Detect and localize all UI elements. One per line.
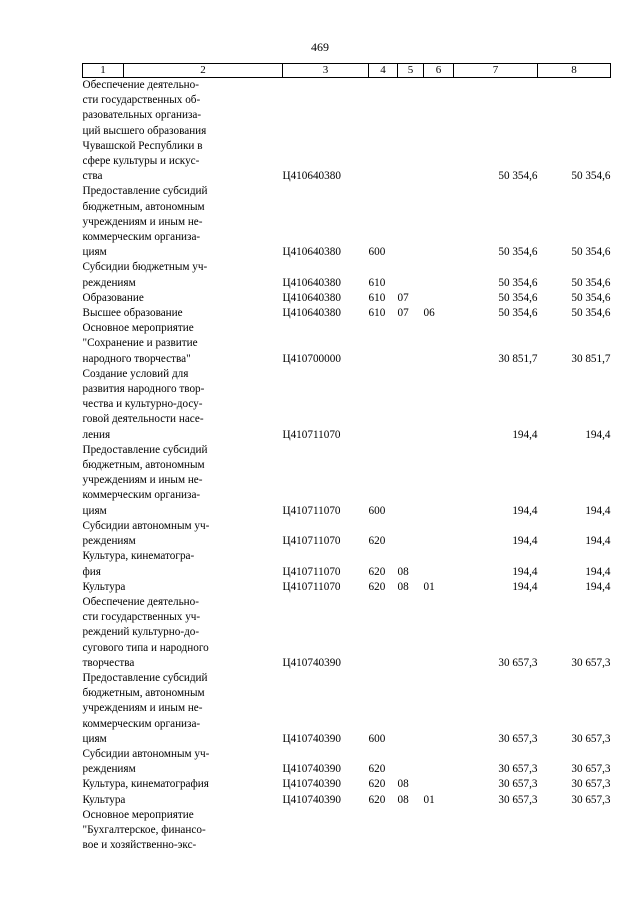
- row-subsection-cell: [424, 777, 454, 792]
- row-expense-type-cell: 610: [368, 291, 386, 304]
- row-name-line: коммерческим организа-: [82, 717, 201, 730]
- table-row: [83, 777, 611, 792]
- row-code-cell: Ц410640380: [282, 276, 341, 289]
- row-amount-col7-cell: 194,4: [512, 428, 538, 441]
- row-name-cell: [83, 808, 283, 854]
- row-amount-col7-cell: 30 657,3: [498, 793, 538, 806]
- row-name-line: творчества: [82, 656, 135, 669]
- row-expense-type-cell: [369, 808, 398, 854]
- row-name-line: циям: [82, 732, 107, 745]
- row-code-cell: Ц410700000: [282, 352, 341, 365]
- row-section-cell: 08: [397, 565, 409, 578]
- row-section-cell: [398, 260, 424, 290]
- table-row: [83, 671, 611, 747]
- row-subsection-cell: [424, 260, 454, 290]
- row-subsection-cell: 06: [423, 307, 435, 320]
- row-name-cell: [83, 291, 283, 306]
- row-section-cell: 07: [397, 291, 409, 304]
- row-expense-type-cell: 620: [368, 535, 386, 548]
- table-header-row: [83, 64, 611, 78]
- row-expense-type-cell: [369, 78, 398, 185]
- row-code-cell: [283, 808, 369, 854]
- row-code-cell: Ц410740390: [282, 732, 341, 745]
- row-section-cell: 08: [397, 580, 409, 593]
- row-expense-type-cell: 620: [368, 565, 386, 578]
- row-name-line: говой деятельности насе-: [82, 413, 204, 426]
- row-name-line: сфере культуры и искус-: [82, 155, 200, 168]
- row-amount-col7-cell: 50 354,6: [498, 307, 538, 320]
- row-name-line: реждениям: [82, 535, 136, 548]
- header-col-4: 4: [369, 64, 398, 78]
- row-section-cell: [398, 78, 424, 185]
- row-name-line: "Бухгалтерское, финансо-: [82, 823, 206, 836]
- table-row: [83, 549, 611, 579]
- row-section-cell: [398, 808, 424, 854]
- row-name-line: сти государственных об-: [82, 94, 201, 107]
- row-subsection-cell: [424, 443, 454, 519]
- row-name-line: Культура, кинематогра-: [82, 550, 195, 563]
- row-name-cell: [83, 184, 283, 260]
- row-code-cell: Ц410640380: [282, 291, 341, 304]
- row-amount-col8-cell: [538, 808, 611, 854]
- row-amount-col7-cell: 194,4: [512, 504, 538, 517]
- row-name-line: развития народного твор-: [82, 383, 205, 396]
- row-amount-col8-cell: 50 354,6: [571, 170, 611, 183]
- row-amount-col8-cell: 30 851,7: [571, 352, 611, 365]
- row-section-cell: [398, 184, 424, 260]
- row-code-cell: Ц410711070: [282, 504, 341, 517]
- row-amount-col7-cell: 50 354,6: [498, 246, 538, 259]
- row-name-line: бюджетным, автономным: [82, 687, 205, 700]
- row-section-cell: [398, 747, 424, 777]
- row-name-line: народного творчества": [82, 352, 191, 365]
- row-subsection-cell: 01: [423, 580, 435, 593]
- row-name-line: разовательных организа-: [82, 109, 202, 122]
- table-row: [83, 260, 611, 290]
- row-subsection-cell: [424, 291, 454, 306]
- row-amount-col7-cell: 194,4: [512, 535, 538, 548]
- row-expense-type-cell: [369, 595, 398, 671]
- row-name-line: фия: [82, 565, 101, 578]
- row-name-cell: [83, 777, 283, 792]
- row-section-cell: [398, 321, 424, 367]
- row-expense-type-cell: 600: [368, 732, 386, 745]
- row-amount-col7-cell: 194,4: [512, 565, 538, 578]
- row-amount-col8-cell: 30 657,3: [571, 793, 611, 806]
- table-row: [83, 808, 611, 854]
- row-name-line: коммерческим организа-: [82, 489, 201, 502]
- row-amount-col7-cell: 194,4: [512, 580, 538, 593]
- row-amount-col8-cell: 194,4: [585, 504, 611, 517]
- row-subsection-cell: [424, 367, 454, 443]
- row-subsection-cell: [424, 671, 454, 747]
- row-section-cell: [398, 367, 424, 443]
- row-section-cell: [398, 443, 424, 519]
- row-section-cell: [398, 595, 424, 671]
- row-amount-col7-cell: 30 657,3: [498, 732, 538, 745]
- row-name-line: Предоставление субсидий: [82, 185, 208, 198]
- header-col-1: 1: [83, 64, 124, 78]
- row-name-line: бюджетным, автономным: [82, 459, 205, 472]
- table-row: [83, 747, 611, 777]
- table-row: [83, 291, 611, 306]
- row-section-cell: 08: [397, 793, 409, 806]
- row-subsection-cell: [424, 808, 454, 854]
- row-name-line: Основное мероприятие: [82, 808, 194, 821]
- header-col-8: 8: [538, 64, 611, 78]
- row-amount-col8-cell: 50 354,6: [571, 276, 611, 289]
- row-expense-type-cell: 610: [368, 307, 386, 320]
- row-name-line: реждениям: [82, 763, 136, 776]
- row-name-line: циям: [82, 246, 107, 259]
- row-code-cell: Ц410711070: [282, 565, 341, 578]
- row-amount-col8-cell: 194,4: [585, 535, 611, 548]
- row-amount-col8-cell: 30 657,3: [571, 732, 611, 745]
- header-col-3: 3: [283, 64, 369, 78]
- row-amount-col7-cell: 30 657,3: [498, 763, 538, 776]
- row-name-line: Образование: [82, 291, 144, 304]
- row-name-line: Субсидии автономным уч-: [82, 747, 210, 760]
- row-subsection-cell: [424, 519, 454, 549]
- row-amount-col7-cell: 30 657,3: [498, 656, 538, 669]
- row-code-cell: Ц410711070: [282, 535, 341, 548]
- row-code-cell: Ц410740390: [282, 778, 341, 791]
- table-row: [83, 184, 611, 260]
- row-code-cell: Ц410740390: [282, 656, 341, 669]
- row-code-cell: Ц410711070: [282, 580, 341, 593]
- row-amount-col7-cell: 30 851,7: [498, 352, 538, 365]
- row-expense-type-cell: 600: [368, 246, 386, 259]
- table-row: [83, 793, 611, 808]
- row-name-line: ства: [82, 170, 103, 183]
- row-name-line: реждений культурно-до-: [82, 626, 200, 639]
- row-name-line: учреждениям и иным не-: [82, 702, 203, 715]
- header-col-6: 6: [424, 64, 454, 78]
- row-amount-col8-cell: 50 354,6: [571, 291, 611, 304]
- page-number: 469: [311, 40, 329, 54]
- row-name-line: реждениям: [82, 276, 136, 289]
- row-section-cell: [398, 519, 424, 549]
- row-subsection-cell: [424, 184, 454, 260]
- header-col-2: 2: [124, 64, 283, 78]
- row-expense-type-cell: [369, 321, 398, 367]
- row-amount-col8-cell: 30 657,3: [571, 656, 611, 669]
- row-section-cell: [398, 671, 424, 747]
- row-amount-col8-cell: 50 354,6: [571, 246, 611, 259]
- row-amount-col8-cell: 194,4: [585, 580, 611, 593]
- row-name-line: ций высшего образования: [82, 124, 207, 137]
- header-col-7: 7: [454, 64, 538, 78]
- row-code-cell: Ц410640380: [282, 307, 341, 320]
- row-section-cell: 08: [397, 778, 409, 791]
- table-row: [83, 443, 611, 519]
- row-name-line: Культура: [82, 793, 126, 806]
- table-row: [83, 78, 611, 185]
- row-amount-col7-cell: 50 354,6: [498, 291, 538, 304]
- row-name-line: Субсидии автономным уч-: [82, 519, 210, 532]
- row-section-cell: 07: [397, 307, 409, 320]
- row-name-line: Культура, кинематография: [82, 778, 209, 791]
- row-name-cell: [83, 78, 283, 185]
- row-name-cell: [83, 443, 283, 519]
- row-name-line: ления: [82, 428, 111, 441]
- row-name-line: Высшее образование: [82, 307, 183, 320]
- row-name-line: коммерческим организа-: [82, 231, 201, 244]
- row-name-line: Обеспечение деятельно-: [82, 79, 199, 91]
- row-expense-type-cell: 620: [368, 793, 386, 806]
- row-code-cell: Ц410740390: [282, 793, 341, 806]
- row-name-line: Основное мероприятие: [82, 322, 194, 335]
- row-name-cell: [83, 793, 283, 808]
- row-code-cell: Ц410640380: [282, 170, 341, 183]
- row-name-line: Предоставление субсидий: [82, 443, 208, 456]
- row-expense-type-cell: 620: [368, 778, 386, 791]
- row-name-cell: [83, 306, 283, 321]
- table-row: [83, 595, 611, 671]
- row-name-line: Культура: [82, 580, 126, 593]
- table-row: [83, 306, 611, 321]
- row-name-line: циям: [82, 504, 107, 517]
- row-name-line: "Сохранение и развитие: [82, 337, 198, 350]
- row-name-cell: [83, 321, 283, 367]
- row-name-cell: [83, 580, 283, 595]
- table-row: [83, 321, 611, 367]
- row-expense-type-cell: [369, 367, 398, 443]
- row-name-cell: [83, 519, 283, 549]
- row-subsection-cell: [424, 321, 454, 367]
- row-name-line: Создание условий для: [82, 367, 189, 380]
- row-code-cell: Ц410640380: [282, 246, 341, 259]
- row-name-line: Предоставление субсидий: [82, 671, 208, 684]
- row-subsection-cell: [424, 549, 454, 579]
- table-row: [83, 580, 611, 595]
- row-name-line: сугового типа и народного: [82, 641, 209, 654]
- row-name-cell: [83, 595, 283, 671]
- row-name-cell: [83, 367, 283, 443]
- row-name-line: сти государственных уч-: [82, 611, 201, 624]
- row-expense-type-cell: 610: [368, 276, 386, 289]
- table-row: [83, 367, 611, 443]
- row-name-line: чества и культурно-досу-: [82, 398, 203, 411]
- row-name-line: учреждениям и иным не-: [82, 215, 203, 228]
- table-body: [83, 78, 611, 854]
- row-expense-type-cell: 600: [368, 504, 386, 517]
- row-subsection-cell: [424, 747, 454, 777]
- row-code-cell: Ц410711070: [282, 428, 341, 441]
- row-name-cell: [83, 549, 283, 579]
- row-code-cell: Ц410740390: [282, 763, 341, 776]
- row-amount-col8-cell: 30 657,3: [571, 763, 611, 776]
- row-amount-col7-cell: 30 657,3: [498, 778, 538, 791]
- row-expense-type-cell: 620: [368, 580, 386, 593]
- row-amount-col7-cell: [454, 808, 538, 854]
- row-name-line: Субсидии бюджетным уч-: [82, 261, 208, 274]
- row-subsection-cell: [424, 595, 454, 671]
- row-amount-col8-cell: 30 657,3: [571, 778, 611, 791]
- row-amount-col8-cell: 194,4: [585, 565, 611, 578]
- row-name-line: вое и хозяйственно-экс-: [82, 839, 197, 852]
- row-name-line: Чувашской Республики в: [82, 139, 203, 152]
- row-name-cell: [83, 260, 283, 290]
- row-name-cell: [83, 747, 283, 777]
- header-col-5: 5: [398, 64, 424, 78]
- row-amount-col8-cell: 194,4: [585, 428, 611, 441]
- row-amount-col7-cell: 50 354,6: [498, 276, 538, 289]
- budget-table: [82, 63, 611, 853]
- row-subsection-cell: 01: [423, 793, 435, 806]
- table-row: [83, 519, 611, 549]
- row-amount-col8-cell: 50 354,6: [571, 307, 611, 320]
- row-expense-type-cell: 620: [368, 763, 386, 776]
- row-amount-col7-cell: 50 354,6: [498, 170, 538, 183]
- row-subsection-cell: [424, 78, 454, 185]
- row-name-line: Обеспечение деятельно-: [82, 595, 199, 608]
- row-name-line: бюджетным, автономным: [82, 200, 205, 213]
- row-name-cell: [83, 671, 283, 747]
- row-name-line: учреждениям и иным не-: [82, 474, 203, 487]
